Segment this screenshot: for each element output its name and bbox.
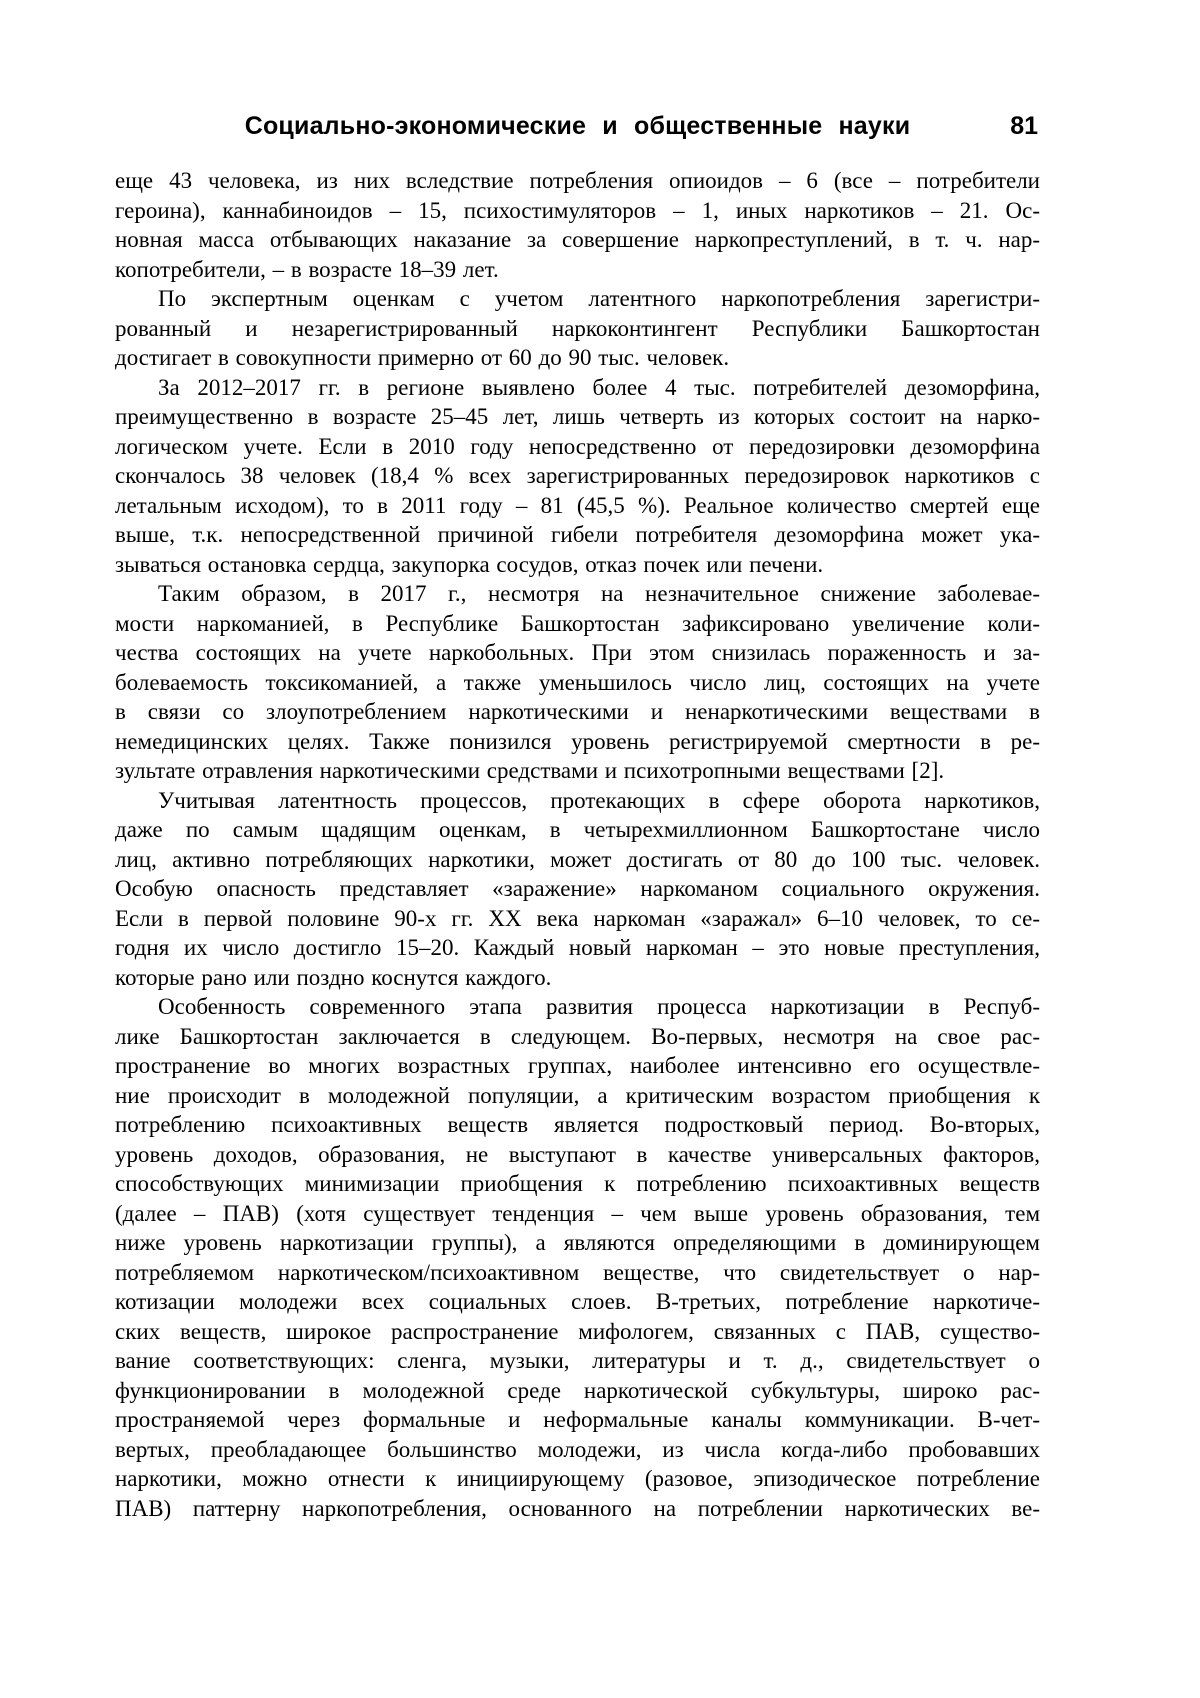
text-line: способствующих минимизации приобщения к потреблению психоактивных веществ <box>115 1171 1040 1196</box>
text-line: которые рано или поздно коснутся каждого. <box>115 964 552 990</box>
text-line: наркотики, можно отнести к инициирующему (разовое, эпизодическое потребление <box>115 1466 1040 1491</box>
text-line: ПАВ) паттерну наркопотребления, основанного на потреблении наркотических ве- <box>115 1495 1040 1521</box>
text-line: вание соответствующих: сленга, музыки, литературы и т. д., свидетельствует о <box>115 1348 1040 1373</box>
body-text <box>115 166 1040 1523</box>
text-line: мости наркоманией, в Республике Башкортостан зафиксировано увеличение коли- <box>115 610 1040 636</box>
text-line: функционировании в молодежной среде наркотической субкультуры, широко рас- <box>115 1377 1040 1403</box>
running-head <box>115 110 1040 144</box>
text-line: За 2012–2017 гг. в регионе выявлено более 4 тыс. потребителей дезоморфина, <box>158 374 1040 400</box>
text-line: ние происходит в молодежной популяции, а критическим возрастом приобщения к <box>115 1082 1040 1108</box>
text-line: лике Башкортостан заключается в следующем. Во-первых, несмотря на свое рас- <box>115 1023 1040 1049</box>
text-line: Учитывая латентность процессов, протекающих в сфере оборота наркотиков, <box>158 787 1040 813</box>
text-line: уровень доходов, образования, не выступают в качестве универсальных факторов, <box>115 1141 1040 1167</box>
text-line: рованный и незарегистрированный наркоконтингент Республики Башкортостан <box>115 315 1040 341</box>
paragraph <box>115 786 1040 993</box>
text-line: еще 43 человека, из них вследствие потребления опиоидов – 6 (все – потребители <box>115 168 1040 193</box>
page-header-title: Социально-экономические и общественные науки <box>244 112 911 140</box>
text-line: ских веществ, широкое распространение мифологем, связанных с ПАВ, существо- <box>115 1318 1040 1344</box>
paragraph <box>115 166 1040 284</box>
text-line: зываться остановка сердца, закупорка сосудов, отказ почек или печени. <box>115 551 824 577</box>
text-line: Особенность современного этапа развития процесса наркотизации в Респуб- <box>158 994 1040 1019</box>
text-line: годня их число достигло 15–20. Каждый новый наркоман – это новые преступления, <box>115 935 1040 960</box>
text-line: (далее – ПАВ) (хотя существует тенденция – чем выше уровень образования, тем <box>115 1200 1040 1226</box>
text-line: вертых, преобладающее большинство молодежи, из числа когда-либо пробовавших <box>115 1436 1040 1462</box>
text-line: копотребители, – в возрасте 18–39 лет. <box>115 256 499 282</box>
paragraph <box>115 373 1040 580</box>
text-line: потребляемом наркотическом/психоактивном веществе, что свидетельствует о нар- <box>115 1259 1040 1285</box>
text-line: даже по самым щадящим оценкам, в четырехмиллионном Башкортостане число <box>115 817 1040 842</box>
text-line: чества состоящих на учете наркобольных. При этом снизилась пораженность и за- <box>115 640 1040 665</box>
text-line: ниже уровень наркотизации группы), а являются определяющими в доминирующем <box>115 1230 1040 1255</box>
text-line: котизации молодежи всех социальных слоев. В-третьих, потребление наркотиче- <box>115 1289 1040 1314</box>
text-line: героина), каннабиноидов – 15, психостимуляторов – 1, иных наркотиков – 21. Ос- <box>115 197 1040 223</box>
text-line: достигает в совокупности примерно от 60 до 90 тыс. человек. <box>115 345 730 370</box>
text-line: выше, т.к. непосредственной причиной гибели потребителя дезоморфина может ука- <box>115 522 1040 547</box>
text-line: логическом учете. Если в 2010 году непосредственно от передозировки дезоморфина <box>115 433 1040 459</box>
text-line: лиц, активно потребляющих наркотики, может достигать от 80 до 100 тыс. человек. <box>115 846 1040 872</box>
text-line: Таким образом, в 2017 г., несмотря на незначительное снижение заболевае- <box>158 581 1040 606</box>
text-line: скончалось 38 человек (18,4 % всех зарегистрированных передозировок наркотиков с <box>115 463 1040 488</box>
text-line: новная масса отбывающих наказание за совершение наркопреступлений, в т. ч. нар- <box>115 227 1040 252</box>
text-line: немедицинских целях. Также понизился уровень регистрируемой смертности в ре- <box>115 728 1040 754</box>
text-line: зультате отравления наркотическими средствами и психотропными веществами [2]. <box>115 758 945 783</box>
text-line: потреблению психоактивных веществ является подростковый период. Во-вторых, <box>115 1112 1040 1137</box>
text-line: По экспертным оценкам с учетом латентного наркопотребления зарегистри- <box>158 286 1040 311</box>
text-line: летальным исходом), то в 2011 году – 81 (45,5 %). Реальное количество смертей еще <box>115 492 1040 518</box>
paragraph <box>115 992 1040 1523</box>
paragraph <box>115 284 1040 373</box>
text-line: Если в первой половине 90-х гг. XX века наркоман «заражал» 6–10 человек, то се- <box>115 905 1040 931</box>
text-line: пространяемой через формальные и неформальные каналы коммуникации. В-чет- <box>115 1407 1040 1432</box>
text-line: болеваемость токсикоманией, а также уменьшилось число лиц, состоящих на учете <box>115 669 1040 695</box>
page-number: 81 <box>1010 112 1038 140</box>
text-line: преимущественно в возрасте 25–45 лет, лишь четверть из которых состоит на нарко- <box>115 404 1040 429</box>
text-line: в связи со злоупотреблением наркотическими и ненаркотическими веществами в <box>115 699 1040 724</box>
text-line: пространение во многих возрастных группах, наиболее интенсивно его осуществле- <box>115 1053 1040 1078</box>
paragraph <box>115 579 1040 786</box>
text-line: Особую опасность представляет «заражение» наркоманом социального окружения. <box>115 876 1040 901</box>
